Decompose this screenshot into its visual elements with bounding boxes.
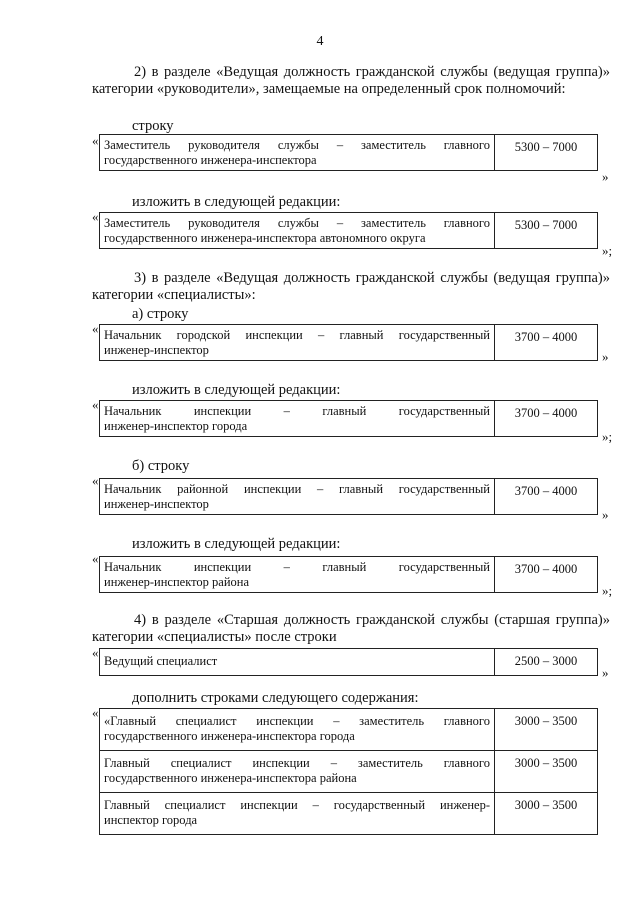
open-quote: « <box>92 133 99 148</box>
close-quote: » <box>602 507 609 522</box>
section-2-line-label: строку <box>132 118 174 134</box>
row-description: Начальник инспекции – главный государственный <box>104 560 490 574</box>
row-value: 3700 – 4000 <box>495 325 598 361</box>
section-2-new-label: изложить в следующей редакции: <box>132 194 341 210</box>
table-row <box>100 751 598 793</box>
table-row <box>100 557 598 593</box>
section-4-add-label: дополнить строками следующего содержания: <box>132 690 419 706</box>
row-description: Главный специалист инспекции – государственный инженер- <box>104 798 490 812</box>
close-quote-semicolon: »; <box>602 583 613 598</box>
close-quote: » <box>602 349 609 364</box>
row-value: 3700 – 4000 <box>495 401 598 437</box>
table-row <box>100 649 598 676</box>
table-row <box>100 479 598 515</box>
row-description-cont: инспектор города <box>104 813 198 827</box>
section-2-old-row-table <box>99 134 598 171</box>
close-quote-semicolon: »; <box>602 429 613 444</box>
section-4-after-row-table <box>99 648 598 676</box>
section-3b-new-row-table <box>99 556 598 593</box>
section-4-heading: 4) в разделе «Старшая должность гражданской службы (старшая группа)» категории «специалисты» после строки <box>92 612 610 645</box>
row-value: 5300 – 7000 <box>495 213 598 249</box>
row-value: 2500 – 3000 <box>495 649 598 676</box>
open-quote: « <box>92 473 99 488</box>
open-quote: « <box>92 551 99 566</box>
close-quote: » <box>602 665 609 680</box>
section-4-added-rows-table <box>99 708 598 835</box>
row-description-cont: государственного инженера-инспектора города <box>104 729 355 743</box>
section-3b-old-row-table <box>99 478 598 515</box>
row-description-cont: инженер-инспектор <box>104 497 209 511</box>
section-2-heading: 2) в разделе «Ведущая должность гражданской службы (ведущая группа)» категории «руководители», замещаемые на определенный срок полномочий: <box>92 64 610 97</box>
row-description-cont: инженер-инспектор города <box>104 419 248 433</box>
open-quote: « <box>92 705 99 720</box>
section-3a-old-row-table <box>99 324 598 361</box>
table-row <box>100 709 598 751</box>
row-value: 3700 – 4000 <box>495 557 598 593</box>
section-3b-label: б) строку <box>132 458 190 474</box>
row-description: Начальник городской инспекции – главный государственный <box>104 328 490 342</box>
open-quote: « <box>92 321 99 336</box>
row-description: Заместитель руководителя службы – заместитель главного <box>104 216 490 230</box>
open-quote: « <box>92 645 99 660</box>
section-3-heading: 3) в разделе «Ведущая должность гражданской службы (ведущая группа)» категории «специалисты»: <box>92 270 610 303</box>
row-value: 3000 – 3500 <box>495 751 598 793</box>
table-row <box>100 135 598 171</box>
table-row <box>100 793 598 835</box>
row-description-cont: государственного инженера-инспектора автономного округа <box>104 231 426 245</box>
section-3a-new-label: изложить в следующей редакции: <box>132 382 341 398</box>
row-description: «Главный специалист инспекции – заместитель главного <box>104 714 490 728</box>
section-3a-new-row-table <box>99 400 598 437</box>
table-row <box>100 213 598 249</box>
row-description: Начальник инспекции – главный государственный <box>104 404 490 418</box>
row-value: 3000 – 3500 <box>495 793 598 835</box>
row-value: 3700 – 4000 <box>495 479 598 515</box>
row-description-cont: инженер-инспектор <box>104 343 209 357</box>
row-description: Начальник районной инспекции – главный государственный <box>104 482 490 496</box>
section-3a-label: а) строку <box>132 306 189 322</box>
close-quote: » <box>602 169 609 184</box>
row-value: 3000 – 3500 <box>495 709 598 751</box>
row-description: Ведущий специалист <box>100 649 495 676</box>
section-3b-new-label: изложить в следующей редакции: <box>132 536 341 552</box>
table-row <box>100 325 598 361</box>
close-quote-semicolon: »; <box>602 243 613 258</box>
open-quote: « <box>92 209 99 224</box>
row-description: Заместитель руководителя службы – заместитель главного <box>104 138 490 152</box>
table-row <box>100 401 598 437</box>
section-2-new-row-table <box>99 212 598 249</box>
row-description: Главный специалист инспекции – заместитель главного <box>104 756 490 770</box>
page-number: 4 <box>316 34 324 49</box>
row-description-cont: государственного инженера-инспектора <box>104 153 317 167</box>
row-description-cont: государственного инженера-инспектора района <box>104 771 357 785</box>
open-quote: « <box>92 397 99 412</box>
row-value: 5300 – 7000 <box>495 135 598 171</box>
row-description-cont: инженер-инспектор района <box>104 575 250 589</box>
